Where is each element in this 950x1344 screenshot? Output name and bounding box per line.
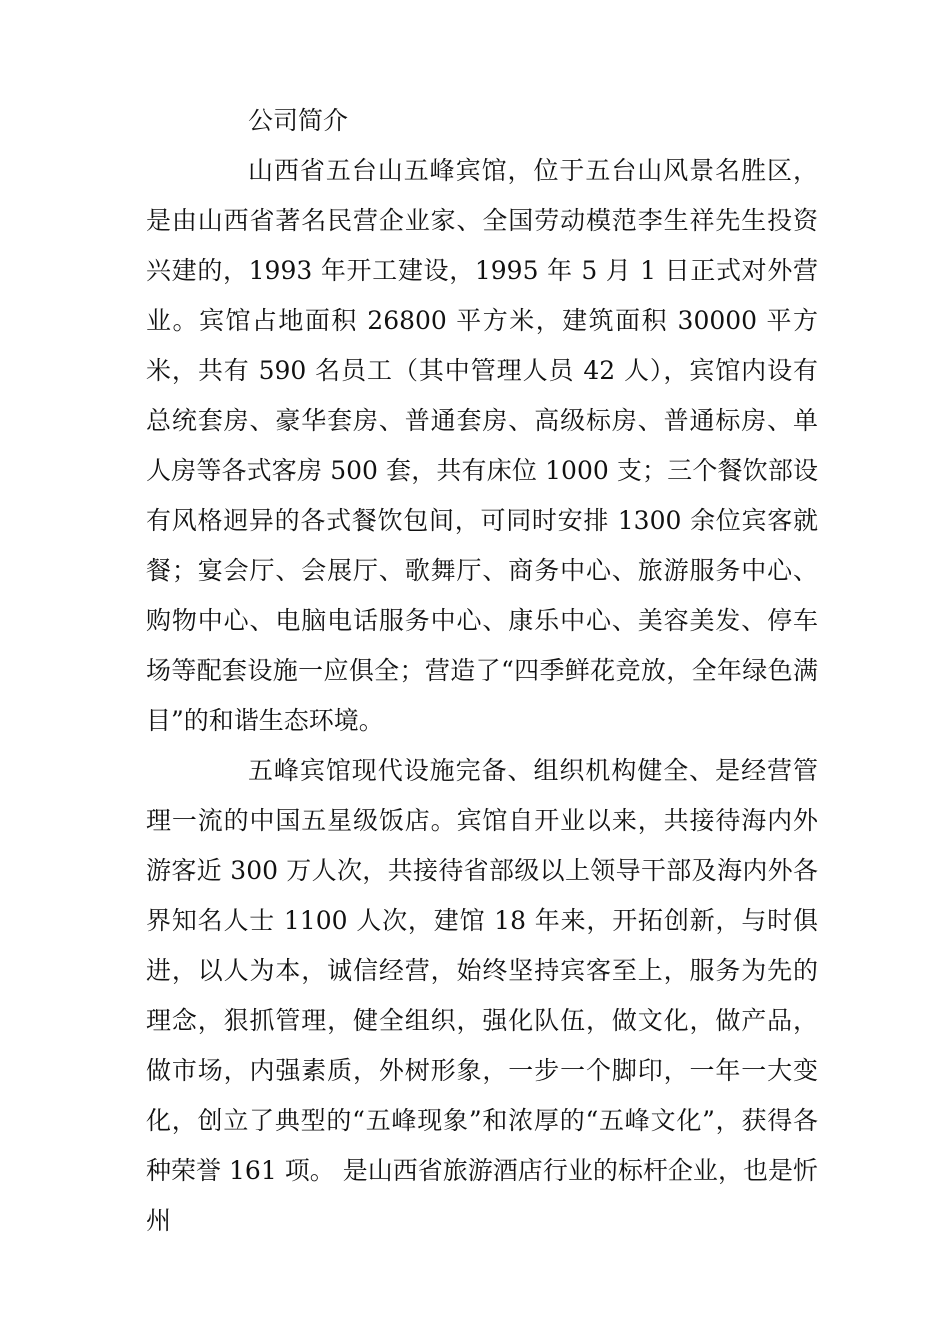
document-heading: 公司简介 <box>248 106 349 135</box>
paragraph-hotel-overview: 山西省五台山五峰宾馆，位于五台山风景名胜区，是由山西省著名民营企业家、全国劳动模范李生祥先生投资兴建的，1993 年开工建设，1995 年 5 月 1 日正式对外营业。宾馆占地面积 26800 平方米，建筑面积 30000 平方米，共有 590 名员工（其中管理人员 42 人），宾馆内设有总统套房、豪华套房、普通套房、高级标房、普通标房、单人房等各式客房 500 套，共有床位 1000 支；三个餐饮部设有风格迥异的各式餐饮包间，可同时安排 1300 余位宾客就餐；宴会厅、会展厅、歌舞厅、商务中心、旅游服务中心、购物中心、电脑电话服务中心、康乐中心、美容美发、停车场等配套设施一应俱全；营造了“四季鲜花竞放，全年绿色满目”的和谐生态环境。 <box>146 156 818 735</box>
document-body <box>146 96 818 1246</box>
paragraph-hotel-achievements: 五峰宾馆现代设施完备、组织机构健全、是经营管理一流的中国五星级饭店。宾馆自开业以来，共接待海内外游客近 300 万人次，共接待省部级以上领导干部及海内外各界知名人士 1100 人次，建馆 18 年来，开拓创新，与时俱进，以人为本，诚信经营，始终坚持宾客至上，服务为先的理念，狠抓管理，健全组织，强化队伍，做文化，做产品，做市场，内强素质，外树形象，一步一个脚印，一年一大变化，创立了典型的“五峰现象”和浓厚的“五峰文化”，获得各种荣誉 161 项。 是山西省旅游酒店行业的标杆企业，也是忻州 <box>146 756 818 1235</box>
